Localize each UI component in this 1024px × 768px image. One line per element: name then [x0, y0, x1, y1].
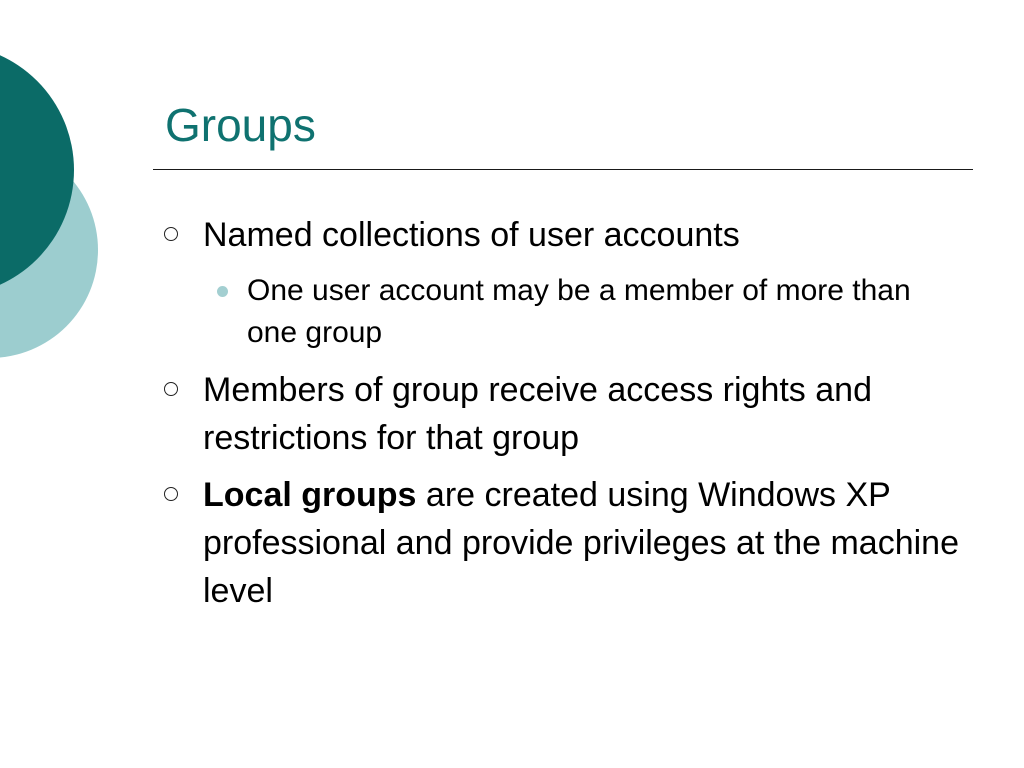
hollow-circle-bullet-icon — [164, 487, 178, 501]
bullet-3 — [203, 471, 983, 615]
bullet-1 — [203, 211, 983, 259]
hollow-circle-bullet-icon — [164, 227, 178, 241]
sub-bullet-1 — [247, 270, 947, 354]
bullet-2-text: Members of group receive access rights and restrictions for that group — [203, 371, 872, 457]
sub-bullet-1-text: One user account may be a member of more than one group — [247, 274, 911, 349]
decorative-circles — [0, 0, 120, 420]
slide-title: Groups — [165, 99, 316, 151]
bullet-3-bold-term: Local groups — [203, 476, 417, 514]
bullet-3-text: are created using Windows XP professional and provide privileges at the machine level — [203, 476, 960, 610]
title-rule — [153, 169, 973, 170]
bullet-2 — [203, 366, 983, 462]
filled-dot-bullet-icon — [217, 286, 228, 297]
bullet-1-text: Named collections of user accounts — [203, 216, 740, 254]
hollow-circle-bullet-icon — [164, 382, 178, 396]
